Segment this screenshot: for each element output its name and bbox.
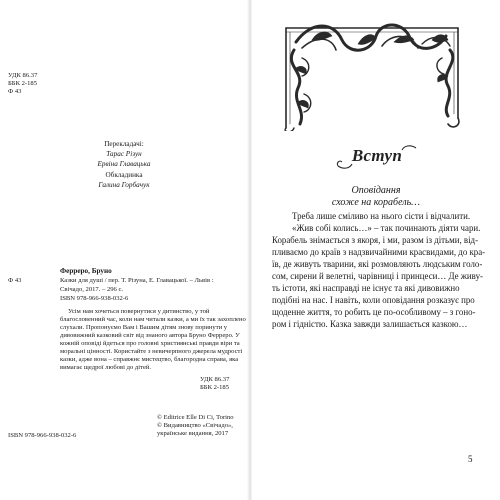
annotation-line: кожній оповіді йдеться про головні християнські правди віри та [60, 340, 240, 347]
annotation-line: слухали. Пропонуємо Вам і Вашим дітям знову поринути у [60, 324, 228, 331]
translator-name: Ервіна Главацька [97, 160, 151, 168]
annotation-line: благословенний час, коли нам читали казки, а ми їх так захоплено [60, 316, 246, 323]
floral-ornament-icon [272, 6, 472, 131]
right-page [252, 0, 500, 500]
page-number: 5 [468, 454, 473, 464]
annotation-line: казки, адже вона – справжнє мистецтво, благородна справа, яка [60, 356, 239, 363]
catalog-code-f: Ф 43 [8, 88, 22, 95]
cover-label: Обкладинка [105, 171, 143, 179]
copyright-line: © Видавництво «Свічадо», [157, 422, 233, 429]
card-title-line: Казки для душі / пер. Т. Різуна, Е. Главацької. – Львів : [60, 277, 214, 284]
translators-label: Перекладачі: [104, 140, 144, 148]
catalog-code-bbk: ББК 2-185 [8, 80, 38, 87]
card-isbn: ISBN 978-966-938-032-6 [60, 295, 129, 302]
annotation-line: Усім нам хочеться повернутися у дитинство, у той [68, 308, 210, 315]
translator-name: Тарас Різун [106, 150, 142, 158]
cover-artist: Галина Горбачук [98, 181, 150, 189]
chapter-title: Вступ [351, 146, 403, 165]
card-udk: УДК 86.37 [200, 376, 230, 383]
body-line: пливаємо до країв з надзвичайними красвидами, до кра- [272, 247, 486, 257]
isbn-bottom: ISBN 978-966-938-032-6 [8, 432, 77, 439]
annotation-line: дивовижний казковий світ від знаного автора Бруно Ферреро. У [60, 332, 240, 339]
chapter-subtitle-line: схоже на корабель… [331, 197, 421, 208]
annotation-line: вимагає щедрої любові до дітей. [60, 364, 152, 371]
chapter-subtitle-line: Оповідання [351, 185, 401, 196]
body-line: ром і гідністю. Казка завжди залишається казкою… [272, 319, 468, 329]
body-line: «Жив собі колись…» – так починають діяти чари. [292, 223, 481, 233]
body-line: ть істоти, які насправді не існує та які дивовижно [272, 283, 460, 293]
left-page [0, 0, 248, 500]
copyright-line: українське видання, 2017 [157, 430, 229, 437]
body-line: сом, сирени й велетні, чарівниці і принцеси… Де живу- [272, 271, 483, 281]
card-code: Ф 43 [8, 277, 22, 284]
body-line: подібні на нас. І навіть, коли оповідання розказує про [272, 295, 475, 305]
card-author: Ферреро, Бруно [60, 267, 112, 275]
body-line: щоденне життя, то робить це по-особливому – з гоно- [272, 307, 476, 317]
catalog-code-udk: УДК 86.37 [8, 72, 38, 79]
copyright-line: © Editrice Elle Di Ci, Torino [157, 414, 234, 421]
card-bbk: ББК 2-185 [200, 384, 230, 391]
title-emblem [334, 140, 420, 174]
body-line: Треба лише сміливо на нього сісти і відчалити. [292, 211, 471, 221]
body-line: Корабель знімається з якоря, і ми, разом із дітьми, від- [272, 235, 479, 245]
body-line: їв, де живуть тварини, які розмовляють людським голо- [272, 259, 483, 269]
annotation-line: моральні цінності. Користайте з невичерпного джерела мудрості [60, 348, 243, 355]
card-title-line: Свічадо, 2017. – 296 с. [60, 286, 124, 293]
